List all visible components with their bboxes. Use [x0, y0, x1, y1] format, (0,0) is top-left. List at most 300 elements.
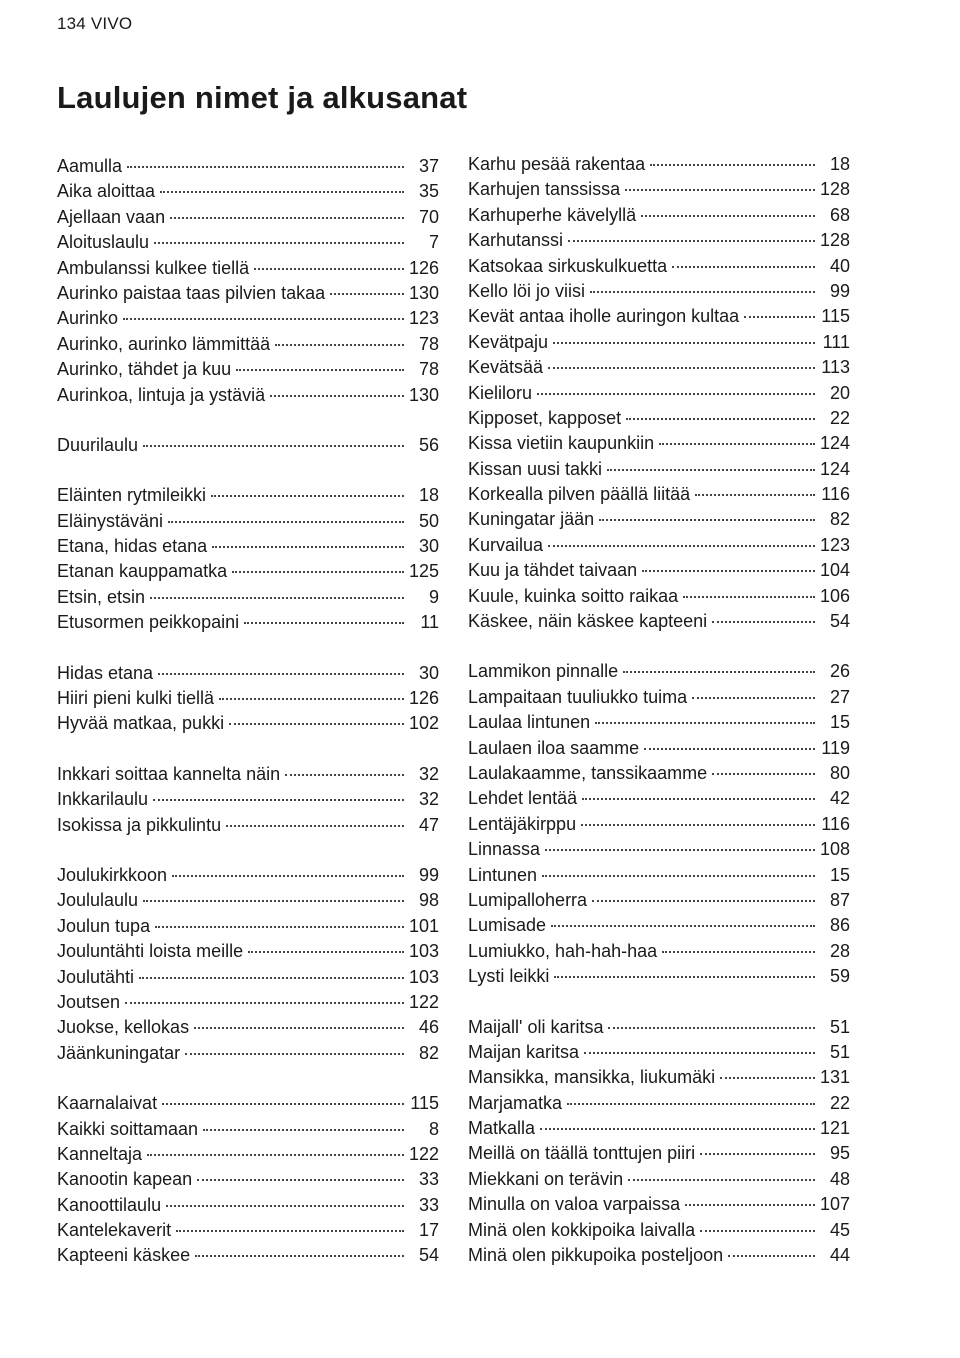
dot-leader [270, 395, 404, 397]
page-number: 103 [408, 941, 439, 962]
page-number: 59 [829, 966, 850, 987]
dot-leader [625, 189, 815, 191]
index-entry [468, 710, 850, 735]
page-number: 32 [418, 789, 439, 810]
dot-leader [554, 976, 815, 978]
index-entry [57, 965, 439, 990]
page-number: 124 [819, 433, 850, 454]
page-number: 126 [408, 688, 439, 709]
page-number: 9 [428, 586, 439, 607]
song-title: Kapteeni käskee [57, 1245, 191, 1266]
dot-leader [154, 242, 404, 244]
dot-leader [744, 316, 815, 318]
page-number: 86 [829, 915, 850, 936]
page-number: 95 [829, 1143, 850, 1164]
index-entry [468, 1192, 850, 1217]
song-title: Inkkari soittaa kannelta näin [57, 763, 281, 784]
index-entry [57, 154, 439, 179]
page-number: 99 [829, 280, 850, 301]
song-title: Etana, hidas etana [57, 536, 208, 557]
page-number: 108 [819, 839, 850, 860]
song-title: Juokse, kellokas [57, 1017, 190, 1038]
page-number: 40 [829, 255, 850, 276]
dot-leader [150, 597, 404, 599]
index-entry [57, 1193, 439, 1218]
page-number: 122 [408, 991, 439, 1012]
dot-leader [542, 875, 815, 877]
index-entry [57, 205, 439, 230]
dot-leader [158, 673, 404, 675]
page-number: 30 [418, 662, 439, 683]
dot-leader [244, 622, 404, 624]
song-title: Kantelekaverit [57, 1220, 172, 1241]
dot-leader [127, 166, 404, 168]
dot-leader [194, 1027, 404, 1029]
song-title: Joulutähti [57, 966, 135, 987]
dot-leader [203, 1129, 404, 1131]
dot-leader [540, 1128, 815, 1130]
song-title: Joulukirkkoon [57, 864, 168, 885]
index-entry [468, 304, 850, 329]
index-entry [468, 177, 850, 202]
page-number: 30 [418, 536, 439, 557]
song-title: Karhutanssi [468, 230, 564, 251]
index-entry [468, 558, 850, 583]
song-title: Hyvää matkaa, pukki [57, 713, 225, 734]
page-number: 102 [408, 713, 439, 734]
page-number: 18 [418, 485, 439, 506]
song-title: Joululaulu [57, 890, 139, 911]
song-title: Lumiukko, hah-hah-haa [468, 940, 658, 961]
dot-leader [728, 1255, 815, 1257]
dot-leader [219, 698, 404, 700]
index-entry [468, 1015, 850, 1040]
index-entry [468, 685, 850, 710]
index-entry [468, 457, 850, 482]
index-entry [57, 179, 439, 204]
song-title: Hidas etana [57, 662, 154, 683]
song-title: Minä olen pikkupoika posteljoon [468, 1245, 724, 1266]
dot-leader [545, 849, 815, 851]
dot-leader [644, 748, 815, 750]
dot-leader [567, 1103, 815, 1105]
song-title: Hiiri pieni kulki tiellä [57, 688, 215, 709]
page-number: 116 [821, 484, 850, 505]
index-entry [57, 990, 439, 1015]
dot-leader [232, 571, 404, 573]
index-entry [57, 483, 439, 508]
page-number: 82 [418, 1042, 439, 1063]
song-title: Korkealla pilven päällä liitää [468, 484, 691, 505]
song-title: Aurinko, tähdet ja kuu [57, 359, 232, 380]
dot-leader [548, 545, 815, 547]
index-entry [57, 306, 439, 331]
index-entry [468, 203, 850, 228]
index-entry [468, 863, 850, 888]
song-title: Laulakaamme, tanssikaamme [468, 762, 708, 783]
song-title: Käskee, näin käskee kapteeni [468, 611, 708, 632]
page-number: 22 [829, 407, 850, 428]
song-title: Kurvailua [468, 534, 544, 555]
index-entry [57, 230, 439, 255]
song-title: Lumipalloherra [468, 889, 588, 910]
index-group [468, 152, 850, 634]
index-column-left [57, 154, 439, 1294]
index-entry [468, 228, 850, 253]
song-title: Kieliloru [468, 382, 533, 403]
dot-leader [695, 494, 815, 496]
page-number: 111 [822, 331, 850, 352]
dot-leader [212, 546, 404, 548]
song-title: Kaarnalaivat [57, 1093, 158, 1114]
song-title: Kaikki soittamaan [57, 1118, 199, 1139]
page-number: 113 [821, 357, 850, 378]
dot-leader [229, 723, 404, 725]
index-entry [468, 1167, 850, 1192]
song-title: Lehdet lentää [468, 788, 578, 809]
song-title: Eläinystäväni [57, 510, 164, 531]
dot-leader [153, 799, 404, 801]
index-group [57, 433, 439, 458]
index-entry [468, 406, 850, 431]
page-number: 50 [418, 510, 439, 531]
song-title: Aika aloittaa [57, 181, 156, 202]
index-entry [468, 786, 850, 811]
song-title: Katsokaa sirkuskulkuetta [468, 255, 668, 276]
page-number: 70 [418, 206, 439, 227]
song-title: Mansikka, mansikka, liukumäki [468, 1067, 716, 1088]
song-title: Kipposet, kapposet [468, 407, 622, 428]
dot-leader [275, 344, 404, 346]
song-title: Inkkarilaulu [57, 789, 149, 810]
index-entry [468, 1141, 850, 1166]
page-number: 26 [829, 661, 850, 682]
index-entry [57, 1091, 439, 1116]
index-entry [468, 330, 850, 355]
page-number: 28 [829, 940, 850, 961]
index-entry [57, 711, 439, 736]
page-number: 78 [418, 333, 439, 354]
song-title: Kuningatar jään [468, 509, 595, 530]
page-number: 123 [408, 308, 439, 329]
song-title: Etusormen peikkopaini [57, 612, 240, 633]
index-entry [57, 661, 439, 686]
song-title: Kello löi jo viisi [468, 280, 586, 301]
index-entry [468, 381, 850, 406]
dot-leader [147, 1154, 404, 1156]
page-number: 7 [428, 232, 439, 253]
page-number: 130 [408, 384, 439, 405]
dot-leader [590, 291, 815, 293]
dot-leader [595, 722, 815, 724]
index-entry [468, 837, 850, 862]
song-title: Aamulla [57, 156, 123, 176]
song-title: Maijall' oli karitsa [468, 1016, 604, 1037]
dot-leader [712, 621, 815, 623]
dot-leader [650, 164, 815, 166]
index-entry [468, 482, 850, 507]
dot-leader [143, 445, 404, 447]
index-entry [57, 559, 439, 584]
index-entry [468, 1218, 850, 1243]
page-number: 98 [418, 890, 439, 911]
index-entry [57, 1041, 439, 1066]
song-title: Lammikon pinnalle [468, 661, 619, 682]
index-entry [57, 787, 439, 812]
index-group [57, 863, 439, 1066]
song-title: Kuule, kuinka soitto raikaa [468, 585, 679, 606]
index-entry [468, 507, 850, 532]
dot-leader [160, 191, 404, 193]
page-number: 27 [829, 686, 850, 707]
song-title: Laulaen iloa saamme [468, 737, 640, 758]
page-number: 107 [819, 1194, 850, 1215]
index-entry [57, 610, 439, 635]
page-number: 11 [420, 612, 439, 633]
dot-leader [155, 926, 404, 928]
page-number: 115 [821, 306, 850, 327]
song-title: Laulaa lintunen [468, 712, 591, 733]
song-title: Karhujen tanssissa [468, 179, 621, 200]
page-number: 78 [418, 359, 439, 380]
dot-leader [226, 825, 404, 827]
dot-leader [537, 393, 815, 395]
song-title: Marjamatka [468, 1092, 563, 1113]
dot-leader [254, 268, 404, 270]
index-entry [57, 585, 439, 610]
index-entry [468, 964, 850, 989]
dot-leader [185, 1053, 404, 1055]
page-number: 116 [821, 813, 850, 834]
song-title: Isokissa ja pikkulintu [57, 814, 222, 835]
index-entry [468, 1116, 850, 1141]
dot-leader [659, 443, 815, 445]
page-number: 35 [418, 181, 439, 202]
index-entry [57, 1243, 439, 1268]
song-title: Kevätsää [468, 357, 544, 378]
page-number: 42 [829, 788, 850, 809]
song-title: Ajellaan vaan [57, 206, 166, 227]
song-title: Aurinko, aurinko lämmittää [57, 333, 271, 354]
dot-leader [582, 798, 815, 800]
index-group [468, 1015, 850, 1269]
index-entry [57, 534, 439, 559]
song-title: Eläinten rytmileikki [57, 485, 207, 506]
dot-leader [581, 824, 815, 826]
dot-leader [568, 240, 815, 242]
dot-leader [683, 596, 815, 598]
page-number: 54 [829, 611, 850, 632]
song-title: Meillä on täällä tonttujen piiri [468, 1143, 696, 1164]
dot-leader [607, 469, 815, 471]
dot-leader [143, 900, 404, 902]
dot-leader [162, 1103, 404, 1105]
index-entry [57, 686, 439, 711]
index-group [57, 1091, 439, 1269]
index-entry [468, 913, 850, 938]
dot-leader [720, 1077, 815, 1079]
page-number: 15 [829, 864, 850, 885]
dot-leader [672, 266, 815, 268]
index-entry [468, 584, 850, 609]
page-number: 56 [418, 434, 439, 455]
dot-leader [712, 773, 815, 775]
page-number: 32 [418, 763, 439, 784]
page-number: 87 [829, 889, 850, 910]
page-number: 20 [829, 382, 850, 403]
index-group [57, 661, 439, 737]
dot-leader [692, 697, 815, 699]
index-entry [57, 509, 439, 534]
index-entry [468, 533, 850, 558]
dot-leader [599, 519, 815, 521]
song-title: Etanan kauppamatka [57, 561, 228, 582]
page-number: 121 [819, 1118, 850, 1139]
page-number: 123 [819, 534, 850, 555]
index-entry [468, 1065, 850, 1090]
index-entry [468, 888, 850, 913]
song-title: Kuu ja tähdet taivaan [468, 560, 638, 581]
index-entry [468, 761, 850, 786]
page-number: 128 [819, 179, 850, 200]
index-entry [468, 279, 850, 304]
page-title: Laulujen nimet ja alkusanat [57, 80, 468, 115]
index-entry [57, 762, 439, 787]
index-entry [468, 355, 850, 380]
index-entry [57, 383, 439, 408]
index-entry [57, 281, 439, 306]
dot-leader [248, 951, 404, 953]
song-title: Minulla on valoa varpaissa [468, 1194, 681, 1215]
index-entry [57, 433, 439, 458]
page-number: 104 [819, 560, 850, 581]
dot-leader [548, 367, 815, 369]
dot-leader [623, 671, 815, 673]
dot-leader [628, 1179, 815, 1181]
index-entry [57, 332, 439, 357]
dot-leader [170, 217, 404, 219]
dot-leader [700, 1153, 815, 1155]
page-number: 119 [821, 737, 850, 758]
index-entry [57, 888, 439, 913]
index-entry [57, 1117, 439, 1142]
song-title: Kissan uusi takki [468, 458, 603, 479]
song-title: Joutsen [57, 991, 121, 1012]
page-number: 48 [829, 1168, 850, 1189]
song-title: Aurinko [57, 308, 119, 329]
index-group [57, 154, 439, 408]
dot-leader [662, 951, 815, 953]
index-entry [468, 812, 850, 837]
song-title: Joulun tupa [57, 915, 151, 936]
index-entry [57, 939, 439, 964]
page-number: 99 [418, 864, 439, 885]
dot-leader [139, 977, 404, 979]
page-number: 47 [418, 814, 439, 835]
dot-leader [642, 570, 815, 572]
page-number: 17 [418, 1220, 439, 1241]
page-number: 82 [829, 509, 850, 530]
song-title: Kanoottilaulu [57, 1194, 162, 1215]
dot-leader [211, 495, 404, 497]
song-title: Lintunen [468, 864, 538, 885]
dot-leader [125, 1002, 404, 1004]
song-title: Lysti leikki [468, 966, 550, 987]
dot-leader [285, 774, 404, 776]
dot-leader [608, 1027, 815, 1029]
page-number: 54 [418, 1245, 439, 1266]
song-title: Kanneltaja [57, 1143, 143, 1164]
page-header: 134 VIVO [57, 14, 133, 33]
page-number: 33 [418, 1169, 439, 1190]
index-entry [468, 609, 850, 634]
song-title: Kevät antaa iholle auringon kultaa [468, 306, 740, 327]
index-entry [57, 256, 439, 281]
index-group [468, 659, 850, 989]
dot-leader [584, 1052, 815, 1054]
index-entry [468, 659, 850, 684]
page-number: 22 [829, 1092, 850, 1113]
dot-leader [172, 875, 404, 877]
index-entry [57, 1015, 439, 1040]
dot-leader [641, 215, 815, 217]
index-entry [57, 813, 439, 838]
song-title: Etsin, etsin [57, 586, 146, 607]
page-number: 130 [408, 282, 439, 303]
dot-leader [197, 1179, 404, 1181]
index-entry [468, 431, 850, 456]
song-title: Lentäjäkirppu [468, 813, 577, 834]
index-entry [468, 1243, 850, 1268]
dot-leader [166, 1205, 404, 1207]
dot-leader [123, 318, 404, 320]
dot-leader [330, 293, 404, 295]
page-number: 106 [819, 585, 850, 606]
song-title: Duurilaulu [57, 434, 139, 455]
song-title: Kissa vietiin kaupunkiin [468, 433, 655, 454]
song-title: Kevätpaju [468, 331, 549, 352]
dot-leader [553, 342, 815, 344]
song-title: Minä olen kokkipoika laivalla [468, 1219, 696, 1240]
page-number: 8 [428, 1118, 439, 1139]
song-title: Lampaitaan tuuliukko tuima [468, 686, 688, 707]
song-title: Maijan karitsa [468, 1041, 580, 1062]
page-number: 33 [418, 1194, 439, 1215]
song-title: Aloituslaulu [57, 232, 150, 253]
page-number: 51 [829, 1041, 850, 1062]
page-number: 18 [829, 154, 850, 174]
page-number: 46 [418, 1017, 439, 1038]
index-column-right [468, 152, 850, 1293]
dot-leader [626, 418, 815, 420]
index-entry [468, 939, 850, 964]
song-title: Aurinkoa, lintuja ja ystäviä [57, 384, 266, 405]
song-title: Ambulanssi kulkee tiellä [57, 257, 250, 278]
index-entry [468, 1040, 850, 1065]
index-group [57, 483, 439, 635]
index-entry [57, 914, 439, 939]
song-title: Jouluntähti loista meille [57, 941, 244, 962]
dot-leader [592, 900, 815, 902]
page-number: 80 [829, 762, 850, 783]
page-number: 126 [408, 257, 439, 278]
page-number: 128 [819, 230, 850, 251]
song-title: Kanootin kapean [57, 1169, 193, 1190]
song-title: Lumisade [468, 915, 547, 936]
dot-leader [195, 1255, 404, 1257]
page-number: 68 [829, 204, 850, 225]
index-entry [57, 863, 439, 888]
